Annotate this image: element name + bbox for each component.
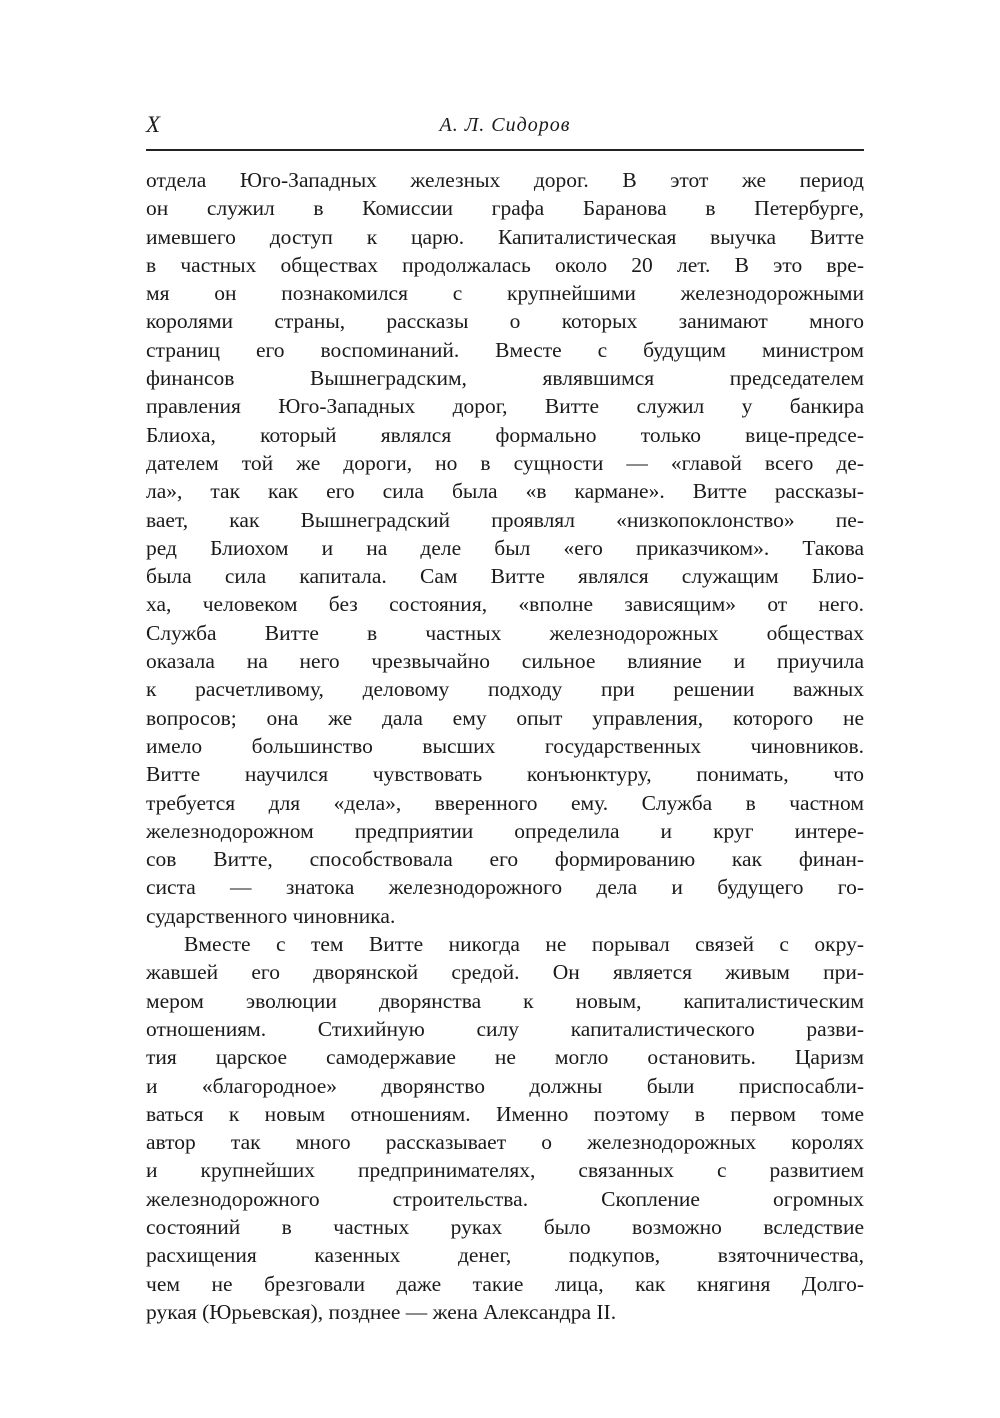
text-line: систа — знатока железнодорожного дела и будущего го-	[146, 875, 864, 900]
text-line: ред Блиохом и на деле был «его приказчиком». Такова	[146, 535, 864, 560]
text-line: вопросов; она же дала ему опыт управления, которого не	[146, 705, 864, 730]
text-line: требуется для «дела», вверенного ему. Служба в частном	[146, 790, 864, 815]
header-divider	[146, 149, 864, 151]
text-line: имело большинство высших государственных чиновников.	[146, 733, 864, 758]
text-line: к расчетливому, деловому подходу при решении важных	[146, 677, 864, 702]
text-line: железнодорожном предприятии определила и круг интере-	[146, 818, 864, 843]
text-line: Вместе с тем Витте никогда не порывал связей с окру-	[184, 932, 864, 957]
text-line: сударственного чиновника.	[146, 903, 396, 928]
text-line: отношениям. Стихийную силу капиталистического разви-	[146, 1016, 864, 1041]
text-line: он служил в Комиссии графа Баранова в Петербурге,	[146, 196, 864, 221]
text-line: автор так много рассказывает о железнодорожных королях	[146, 1130, 864, 1155]
text-line: чем не брезговали даже такие лица, как княгиня Долго-	[146, 1271, 864, 1296]
text-line: Блиоха, который являлся формально только вице-предсе-	[146, 422, 864, 447]
text-line: правления Юго-Западных дорог, Витте служил у банкира	[146, 394, 864, 419]
paragraph	[146, 166, 864, 930]
text-line: мя он познакомился с крупнейшими железнодорожными	[146, 281, 864, 306]
text-line: и «благородное» дворянство должны были приспосабли-	[146, 1073, 864, 1098]
text-line: мером эволюции дворянства к новым, капиталистическим	[146, 988, 864, 1013]
text-line: в частных обществах продолжалась около 20 лет. В это вре-	[146, 252, 864, 277]
text-line: оказала на него чрезвычайно сильное влияние и приучила	[146, 649, 864, 674]
text-line: и крупнейших предпринимателях, связанных с развитием	[146, 1158, 864, 1183]
text-line: дателем той же дороги, но в сущности — «главой всего де-	[146, 450, 864, 475]
text-line: состояний в частных руках было возможно вследствие	[146, 1214, 864, 1239]
text-line: Служба Витте в частных железнодорожных обществах	[146, 620, 864, 645]
text-line: вает, как Вышнеградский проявлял «низкопоклонство» пе-	[146, 507, 864, 532]
text-line: ла», так как его сила была «в кармане». Витте рассказы-	[146, 479, 864, 504]
text-line: расхищения казенных денег, подкупов, взяточничества,	[146, 1243, 864, 1268]
text-line: жавшей его дворянской средой. Он является живым при-	[146, 960, 864, 985]
text-line: королями страны, рассказы о которых занимают много	[146, 309, 864, 334]
running-title: А. Л. Сидоров	[439, 114, 571, 136]
text-line: ха, человеком без состояния, «вполне зависящим» от него.	[146, 592, 864, 617]
paragraph	[146, 930, 864, 1326]
text-line: финансов Вышнеградским, являвшимся председателем	[146, 366, 864, 391]
text-line: была сила капитала. Сам Витте являлся служащим Блио-	[146, 564, 864, 589]
page-header	[146, 112, 864, 148]
text-line: имевшего доступ к царю. Капиталистическая выучка Витте	[146, 224, 864, 249]
text-line: тия царское самодержавие не могло остановить. Царизм	[146, 1045, 864, 1070]
text-line: сов Витте, способствовала его формированию как финан-	[146, 847, 864, 872]
text-line: Витте научился чувствовать конъюнктуру, понимать, что	[146, 762, 864, 787]
body-text	[146, 166, 864, 1326]
page-number: X	[146, 112, 161, 137]
text-line: отдела Юго-Западных железных дорог. В этот же период	[146, 168, 864, 192]
text-line: страниц его воспоминаний. Вместе с будущим министром	[146, 337, 864, 362]
text-line: железнодорожного строительства. Скопление огромных	[146, 1186, 864, 1211]
text-line: рукая (Юрьевская), позднее — жена Александра II.	[146, 1299, 617, 1324]
text-line: ваться к новым отношениям. Именно поэтому в первом томе	[146, 1101, 864, 1126]
